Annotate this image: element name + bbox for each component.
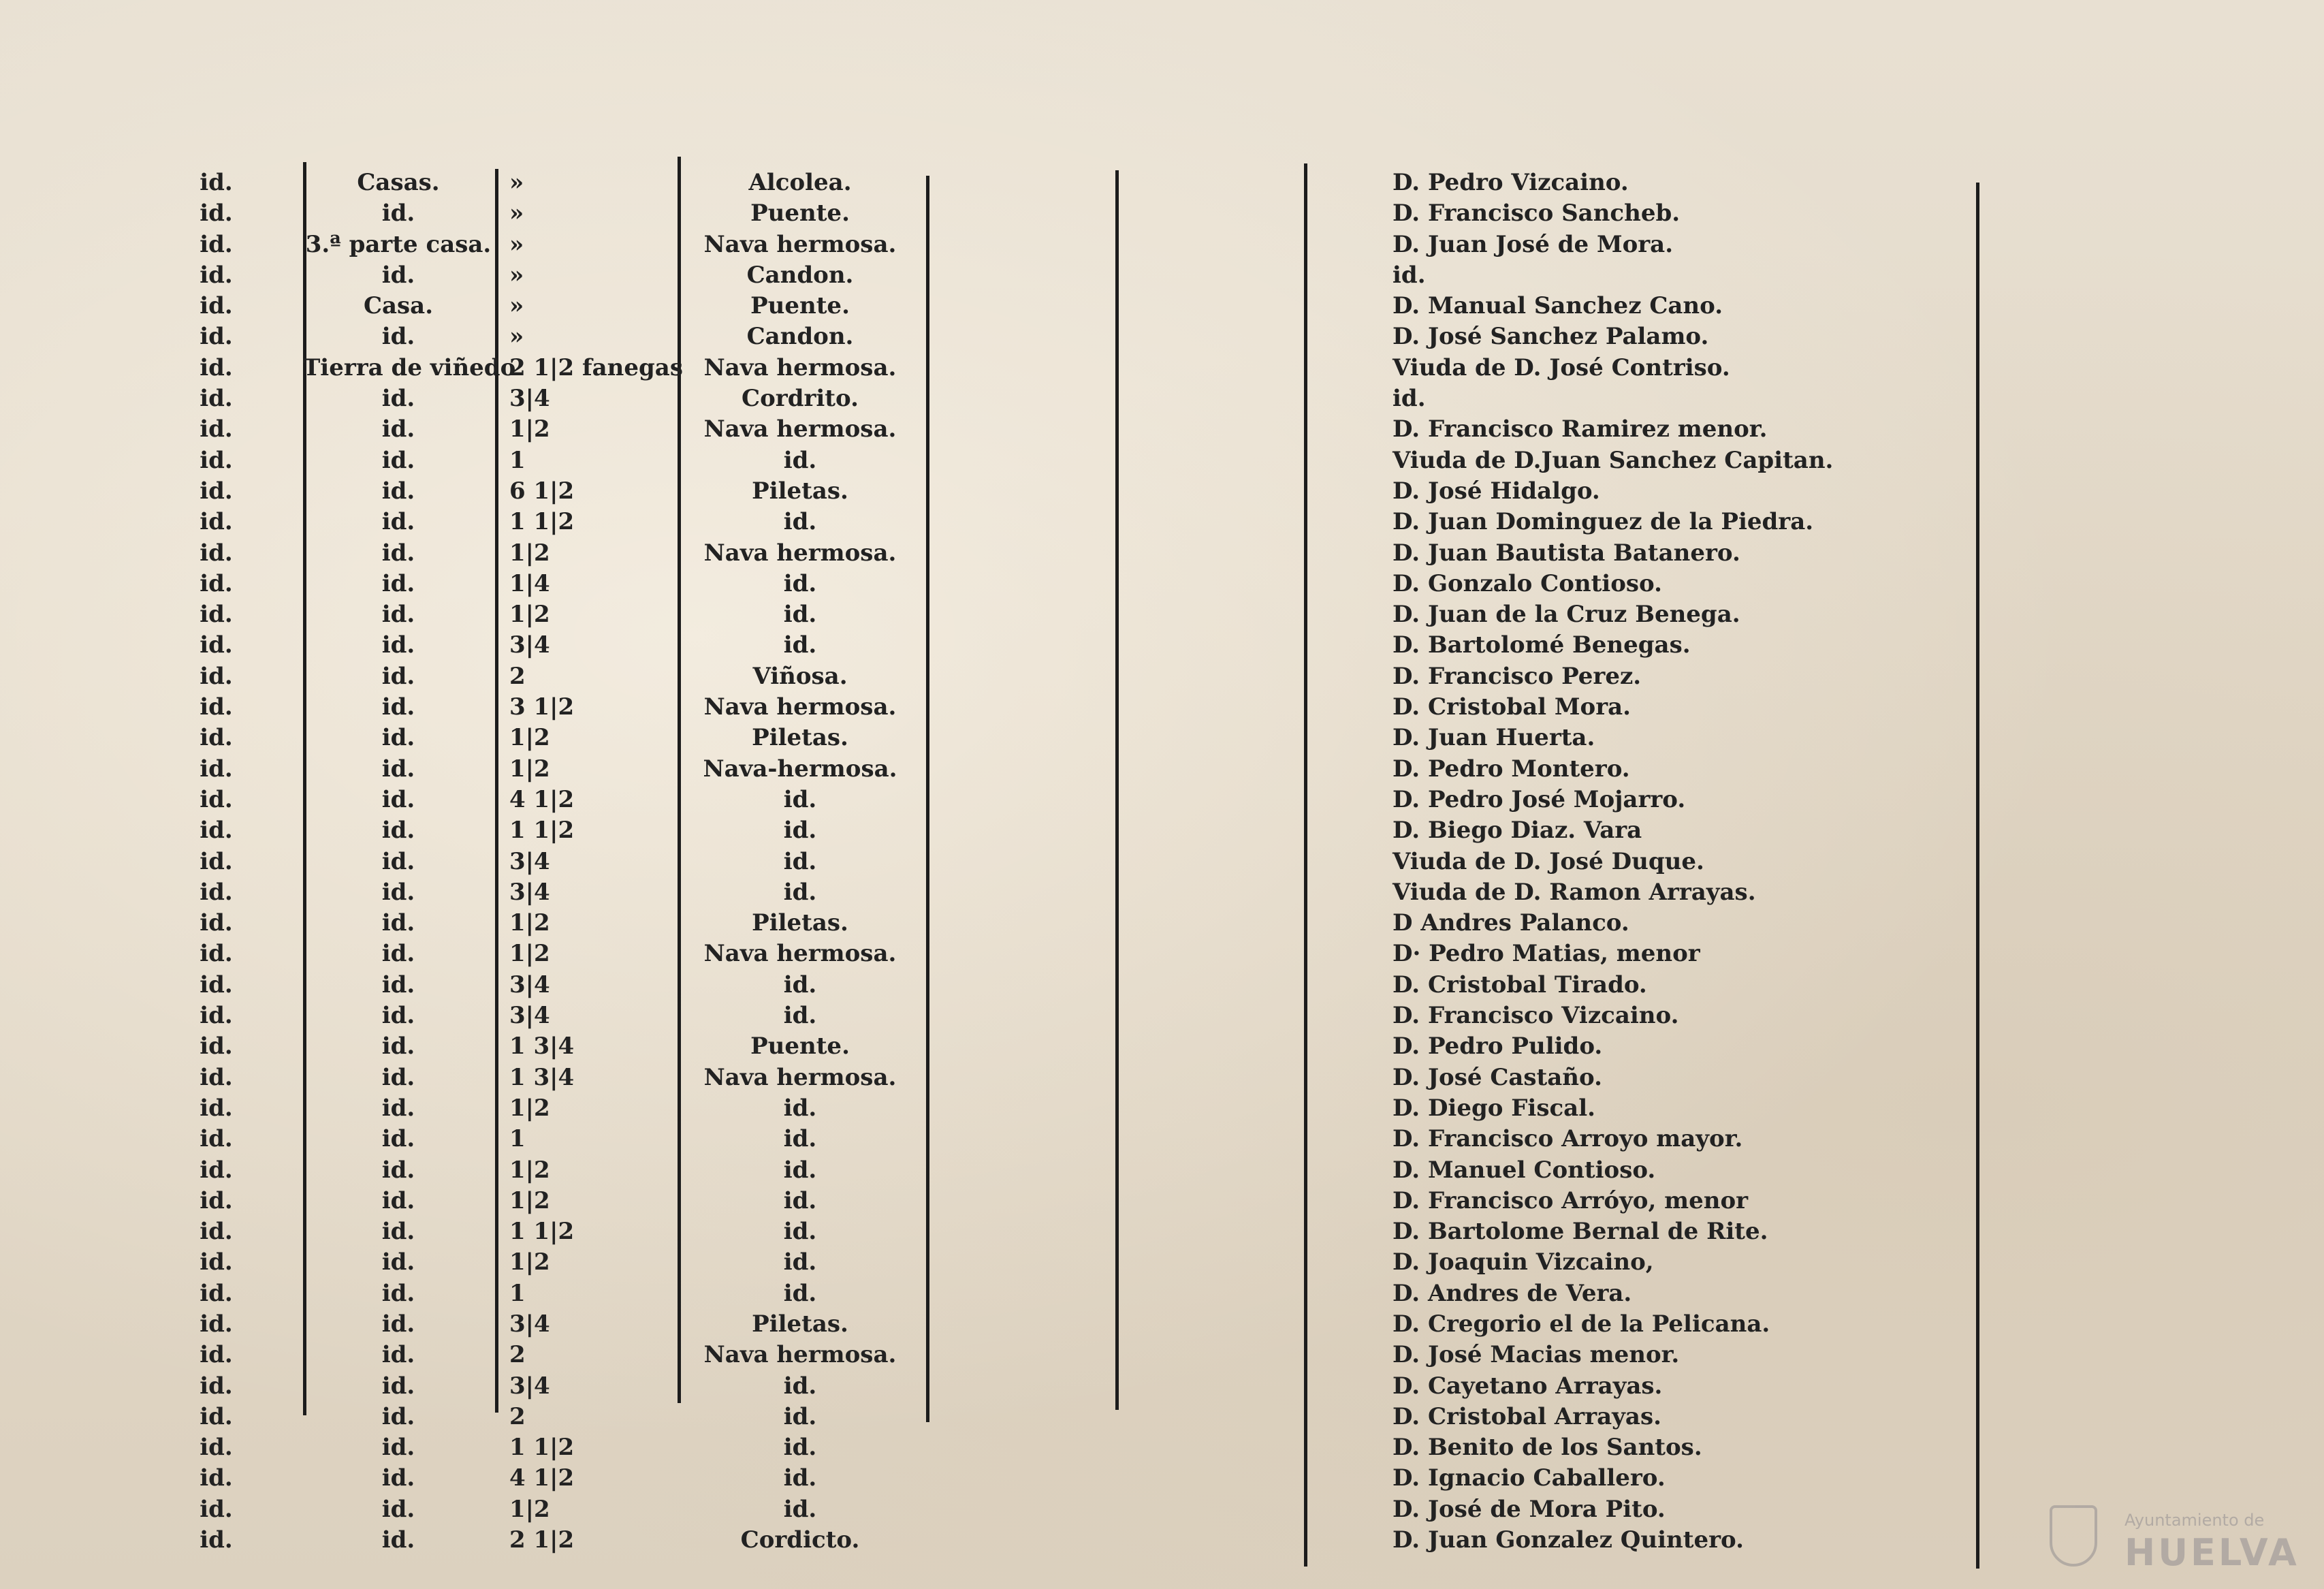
quantity-cell: 6 1|2: [509, 477, 575, 505]
table-row: [0, 383, 2324, 414]
owner-cell: D. Manual Sanchez Cano.: [1392, 292, 1723, 320]
site-cell: Nava hermosa.: [703, 1341, 897, 1369]
place-cell: id.: [200, 662, 233, 690]
property-type-cell: id.: [381, 415, 415, 443]
property-type-cell: id.: [381, 1279, 415, 1307]
owner-cell: D. Biego Diaz. Vara: [1392, 817, 1642, 845]
site-cell: Puente.: [750, 1033, 850, 1060]
place-cell: id.: [200, 1125, 233, 1153]
owner-cell: D· Pedro Matias, menor: [1392, 940, 1700, 968]
table-row: [0, 321, 2324, 352]
table-row: [0, 353, 2324, 383]
place-cell: id.: [200, 1310, 233, 1338]
owner-cell: D. Cristobal Tirado.: [1392, 971, 1647, 998]
site-cell: Piletas.: [752, 909, 848, 937]
site-cell: id.: [783, 1156, 817, 1184]
place-cell: id.: [200, 200, 233, 227]
site-cell: id.: [783, 971, 817, 998]
place-cell: id.: [200, 1218, 233, 1246]
owner-cell: D. Juan Huerta.: [1392, 724, 1595, 752]
table-row: [0, 198, 2324, 229]
owner-cell: D. Pedro José Mojarro.: [1392, 785, 1686, 813]
site-cell: id.: [783, 631, 817, 659]
site-cell: id.: [783, 817, 817, 845]
owner-cell: D. Benito de los Santos.: [1392, 1434, 1702, 1462]
quantity-cell: 3|4: [509, 1372, 550, 1400]
property-type-cell: id.: [381, 755, 415, 783]
owner-cell: D. Francisco Sancheb.: [1392, 200, 1681, 227]
table-row: [0, 692, 2324, 723]
site-cell: id.: [783, 569, 817, 597]
table-row: [0, 476, 2324, 507]
quantity-cell: »: [509, 200, 524, 227]
property-type-cell: id.: [381, 1434, 415, 1462]
site-cell: Nava hermosa.: [703, 940, 897, 968]
property-type-cell: id.: [381, 446, 415, 474]
place-cell: id.: [200, 1279, 233, 1307]
table-row: [0, 1371, 2324, 1402]
property-type-cell: id.: [381, 662, 415, 690]
table-row: [0, 414, 2324, 445]
table-row: [0, 1031, 2324, 1062]
property-type-cell: id.: [381, 601, 415, 629]
place-cell: id.: [200, 1464, 233, 1492]
owner-cell: D. Cregorio el de la Pelicana.: [1392, 1310, 1770, 1338]
quantity-cell: 1 3|4: [509, 1033, 575, 1060]
quantity-cell: 3|4: [509, 878, 550, 906]
table-row: [0, 1463, 2324, 1494]
place-cell: id.: [200, 909, 233, 937]
quantity-cell: 1|2: [509, 940, 550, 968]
table-row: [0, 1309, 2324, 1340]
quantity-cell: »: [509, 169, 524, 196]
table-row: [0, 599, 2324, 630]
place-cell: id.: [200, 446, 233, 474]
table-row: [0, 723, 2324, 753]
quantity-cell: 3|4: [509, 1002, 550, 1030]
site-cell: Alcolea.: [748, 169, 852, 196]
place-cell: id.: [200, 631, 233, 659]
owner-cell: D. Pedro Pulido.: [1392, 1033, 1603, 1060]
table-row: [0, 1525, 2324, 1556]
property-type-cell: id.: [381, 1033, 415, 1060]
table-row: [0, 1340, 2324, 1370]
place-cell: id.: [200, 817, 233, 845]
table-row: [0, 877, 2324, 908]
table-row: [0, 445, 2324, 476]
quantity-cell: 1|2: [509, 601, 550, 629]
owner-cell: D Andres Palanco.: [1392, 909, 1629, 937]
quantity-cell: »: [509, 292, 524, 320]
place-cell: id.: [200, 230, 233, 258]
quantity-cell: 1|2: [509, 1094, 550, 1122]
table-row: [0, 1063, 2324, 1093]
site-cell: Candon.: [746, 261, 854, 289]
quantity-cell: 3|4: [509, 971, 550, 998]
place-cell: id.: [200, 1495, 233, 1523]
site-cell: id.: [783, 1402, 817, 1430]
site-cell: Nava hermosa.: [703, 693, 897, 721]
owner-cell: D. José Sanchez Palamo.: [1392, 323, 1709, 351]
table-row: [0, 538, 2324, 569]
table-row: [0, 970, 2324, 1001]
owner-cell: D. Francisco Perez.: [1392, 662, 1642, 690]
property-type-cell: id.: [381, 1063, 415, 1091]
property-type-cell: id.: [381, 940, 415, 968]
quantity-cell: 3|4: [509, 847, 550, 875]
table-row: [0, 1001, 2324, 1031]
watermark-logo: [2043, 1498, 2299, 1574]
place-cell: id.: [200, 847, 233, 875]
site-cell: Cordicto.: [740, 1526, 860, 1554]
quantity-cell: 1|2: [509, 415, 550, 443]
property-type-cell: id.: [381, 1372, 415, 1400]
quantity-cell: 1|2: [509, 1186, 550, 1214]
quantity-cell: 1: [509, 1279, 526, 1307]
place-cell: id.: [200, 1526, 233, 1554]
owner-cell: D. Cristobal Mora.: [1392, 693, 1631, 721]
quantity-cell: 1|2: [509, 724, 550, 752]
property-type-cell: id.: [381, 1248, 415, 1276]
owner-cell: D. Gonzalo Contioso.: [1392, 569, 1662, 597]
quantity-cell: 2: [509, 1402, 526, 1430]
property-type-cell: id.: [381, 1002, 415, 1030]
owner-cell: D. Francisco Ramirez menor.: [1392, 415, 1768, 443]
table-row: [0, 168, 2324, 198]
quantity-cell: 1|2: [509, 1248, 550, 1276]
site-cell: Nava hermosa.: [703, 353, 897, 381]
site-cell: id.: [783, 601, 817, 629]
property-type-cell: 3.ª parte casa.: [305, 230, 492, 258]
place-cell: id.: [200, 785, 233, 813]
property-type-cell: id.: [381, 785, 415, 813]
owner-cell: D. Diego Fiscal.: [1392, 1094, 1595, 1122]
owner-cell: D. Francisco Arroyo mayor.: [1392, 1125, 1743, 1153]
owner-cell: D. José de Mora Pito.: [1392, 1495, 1666, 1523]
table-row: [0, 1186, 2324, 1216]
site-cell: id.: [783, 1218, 817, 1246]
property-type-cell: id.: [381, 539, 415, 567]
property-type-cell: id.: [381, 1341, 415, 1369]
quantity-cell: 2: [509, 1341, 526, 1369]
place-cell: id.: [200, 508, 233, 536]
quantity-cell: 4 1|2: [509, 785, 575, 813]
owner-cell: D. José Macias menor.: [1392, 1341, 1680, 1369]
owner-cell: D. Francisco Vizcaino.: [1392, 1002, 1679, 1030]
owner-cell: D. Francisco Arróyo, menor: [1392, 1186, 1749, 1214]
property-type-cell: id.: [381, 1310, 415, 1338]
place-cell: id.: [200, 1372, 233, 1400]
table-row: [0, 1432, 2324, 1463]
property-type-cell: id.: [381, 1186, 415, 1214]
site-cell: Nava-hermosa.: [703, 755, 897, 783]
owner-cell: D. Juan Dominguez de la Piedra.: [1392, 508, 1814, 536]
quantity-cell: »: [509, 323, 524, 351]
property-type-cell: id.: [381, 909, 415, 937]
site-cell: Cordrito.: [742, 385, 859, 413]
table-row: [0, 1402, 2324, 1432]
quantity-cell: 2 1|2 fanegas: [509, 353, 683, 381]
place-cell: id.: [200, 971, 233, 998]
place-cell: id.: [200, 1402, 233, 1430]
place-cell: id.: [200, 323, 233, 351]
owner-cell: D. Juan de la Cruz Benega.: [1392, 601, 1740, 629]
owner-cell: D. Manuel Contioso.: [1392, 1156, 1656, 1184]
watermark-line-2: HUELVA: [2124, 1531, 2299, 1574]
property-type-cell: id.: [381, 1402, 415, 1430]
table-row: [0, 1247, 2324, 1278]
site-cell: id.: [783, 508, 817, 536]
table-row: [0, 630, 2324, 661]
owner-cell: Viuda de D. José Duque.: [1392, 847, 1704, 875]
quantity-cell: 1|2: [509, 909, 550, 937]
quantity-cell: 3 1|2: [509, 693, 575, 721]
table-row: [0, 661, 2324, 692]
quantity-cell: 3|4: [509, 631, 550, 659]
site-cell: id.: [783, 1279, 817, 1307]
quantity-cell: 1|2: [509, 1495, 550, 1523]
property-type-cell: id.: [381, 724, 415, 752]
crown-shield-icon: [2050, 1505, 2097, 1567]
place-cell: id.: [200, 415, 233, 443]
property-type-cell: id.: [381, 1218, 415, 1246]
owner-cell: Viuda de D. José Contriso.: [1392, 353, 1730, 381]
quantity-cell: 1|2: [509, 755, 550, 783]
quantity-cell: 1|2: [509, 539, 550, 567]
owner-cell: D. Andres de Vera.: [1392, 1279, 1632, 1307]
quantity-cell: 3|4: [509, 1310, 550, 1338]
property-type-cell: id.: [381, 1156, 415, 1184]
place-cell: id.: [200, 601, 233, 629]
owner-cell: Viuda de D. Ramon Arrayas.: [1392, 878, 1756, 906]
site-cell: Piletas.: [752, 477, 848, 505]
quantity-cell: »: [509, 230, 524, 258]
site-cell: id.: [783, 785, 817, 813]
property-type-cell: id.: [381, 1526, 415, 1554]
property-type-cell: id.: [381, 1094, 415, 1122]
place-cell: id.: [200, 1063, 233, 1091]
site-cell: Puente.: [750, 292, 850, 320]
place-cell: id.: [200, 1094, 233, 1122]
owner-cell: D. Juan José de Mora.: [1392, 230, 1674, 258]
site-cell: Piletas.: [752, 724, 848, 752]
property-type-cell: id.: [381, 1495, 415, 1523]
site-cell: id.: [783, 1002, 817, 1030]
property-type-cell: id.: [381, 508, 415, 536]
property-type-cell: id.: [381, 200, 415, 227]
quantity-cell: 1: [509, 446, 526, 474]
site-cell: id.: [783, 1125, 817, 1153]
owner-cell: id.: [1392, 261, 1426, 289]
place-cell: id.: [200, 539, 233, 567]
owner-cell: D. Pedro Vizcaino.: [1392, 169, 1629, 196]
property-type-cell: id.: [381, 878, 415, 906]
property-type-cell: id.: [381, 261, 415, 289]
place-cell: id.: [200, 1341, 233, 1369]
site-cell: id.: [783, 446, 817, 474]
owner-cell: D. Pedro Montero.: [1392, 755, 1630, 783]
place-cell: id.: [200, 693, 233, 721]
table-row: [0, 1093, 2324, 1124]
site-cell: id.: [783, 1248, 817, 1276]
owner-cell: D. Bartolomé Benegas.: [1392, 631, 1691, 659]
owner-cell: Viuda de D.Juan Sanchez Capitan.: [1392, 446, 1834, 474]
site-cell: id.: [783, 1094, 817, 1122]
property-type-cell: Casas.: [357, 169, 440, 196]
table-row: [0, 847, 2324, 877]
table-row: [0, 815, 2324, 846]
place-cell: id.: [200, 1248, 233, 1276]
table-row: [0, 1124, 2324, 1154]
site-cell: id.: [783, 878, 817, 906]
table-row: [0, 785, 2324, 815]
table-row: [0, 939, 2324, 969]
place-cell: id.: [200, 724, 233, 752]
place-cell: id.: [200, 292, 233, 320]
site-cell: Nava hermosa.: [703, 415, 897, 443]
quantity-cell: 1 3|4: [509, 1063, 575, 1091]
owner-cell: D. Cristobal Arrayas.: [1392, 1402, 1661, 1430]
property-type-cell: id.: [381, 631, 415, 659]
place-cell: id.: [200, 755, 233, 783]
place-cell: id.: [200, 1156, 233, 1184]
table-row: [0, 908, 2324, 939]
table-row: [0, 569, 2324, 599]
place-cell: id.: [200, 1186, 233, 1214]
watermark-line-1: Ayuntamiento de: [2124, 1511, 2265, 1530]
place-cell: id.: [200, 1434, 233, 1462]
table-row: [0, 1494, 2324, 1525]
place-cell: id.: [200, 385, 233, 413]
table-row: [0, 507, 2324, 537]
quantity-cell: 1 1|2: [509, 817, 575, 845]
place-cell: id.: [200, 169, 233, 196]
table-row: [0, 260, 2324, 291]
place-cell: id.: [200, 569, 233, 597]
property-type-cell: id.: [381, 1464, 415, 1492]
site-cell: id.: [783, 1464, 817, 1492]
property-type-cell: id.: [381, 971, 415, 998]
property-type-cell: id.: [381, 817, 415, 845]
table-row: [0, 230, 2324, 260]
table-row: [0, 291, 2324, 321]
site-cell: id.: [783, 1186, 817, 1214]
owner-cell: D. Juan Gonzalez Quintero.: [1392, 1526, 1744, 1554]
property-type-cell: id.: [381, 385, 415, 413]
table-row: [0, 1155, 2324, 1186]
place-cell: id.: [200, 477, 233, 505]
place-cell: id.: [200, 261, 233, 289]
owner-cell: D. Bartolome Bernal de Rite.: [1392, 1218, 1768, 1246]
table-row: [0, 754, 2324, 785]
place-cell: id.: [200, 940, 233, 968]
table-row: [0, 1278, 2324, 1309]
site-cell: Nava hermosa.: [703, 1063, 897, 1091]
quantity-cell: 1 1|2: [509, 1218, 575, 1246]
site-cell: Puente.: [750, 200, 850, 227]
property-type-cell: id.: [381, 569, 415, 597]
place-cell: id.: [200, 878, 233, 906]
property-type-cell: Casa.: [363, 292, 434, 320]
quantity-cell: 1|4: [509, 569, 550, 597]
site-cell: Nava hermosa.: [703, 230, 897, 258]
property-type-cell: id.: [381, 1125, 415, 1153]
site-cell: id.: [783, 1434, 817, 1462]
quantity-cell: »: [509, 261, 524, 289]
quantity-cell: 2: [509, 662, 526, 690]
quantity-cell: 3|4: [509, 385, 550, 413]
site-cell: id.: [783, 1372, 817, 1400]
owner-cell: D. José Castaño.: [1392, 1063, 1602, 1091]
quantity-cell: 4 1|2: [509, 1464, 575, 1492]
site-cell: Piletas.: [752, 1310, 848, 1338]
site-cell: id.: [783, 847, 817, 875]
owner-cell: D. Ignacio Caballero.: [1392, 1464, 1666, 1492]
place-cell: id.: [200, 353, 233, 381]
place-cell: id.: [200, 1002, 233, 1030]
owner-cell: D. José Hidalgo.: [1392, 477, 1600, 505]
quantity-cell: 1: [509, 1125, 526, 1153]
owner-cell: D. Juan Bautista Batanero.: [1392, 539, 1740, 567]
property-type-cell: Tierra de viñedo: [303, 353, 516, 381]
quantity-cell: 1|2: [509, 1156, 550, 1184]
register-table: [0, 168, 2324, 1556]
place-cell: id.: [200, 1033, 233, 1060]
site-cell: Viñosa.: [752, 662, 848, 690]
owner-cell: D. Joaquin Vizcaino,: [1392, 1248, 1654, 1276]
quantity-cell: 1 1|2: [509, 1434, 575, 1462]
table-row: [0, 1216, 2324, 1247]
property-type-cell: id.: [381, 477, 415, 505]
owner-cell: id.: [1392, 385, 1426, 413]
site-cell: Nava hermosa.: [703, 539, 897, 567]
property-type-cell: id.: [381, 847, 415, 875]
quantity-cell: 1 1|2: [509, 508, 575, 536]
quantity-cell: 2 1|2: [509, 1526, 575, 1554]
site-cell: Candon.: [746, 323, 854, 351]
property-type-cell: id.: [381, 323, 415, 351]
owner-cell: D. Cayetano Arrayas.: [1392, 1372, 1663, 1400]
site-cell: id.: [783, 1495, 817, 1523]
property-type-cell: id.: [381, 693, 415, 721]
